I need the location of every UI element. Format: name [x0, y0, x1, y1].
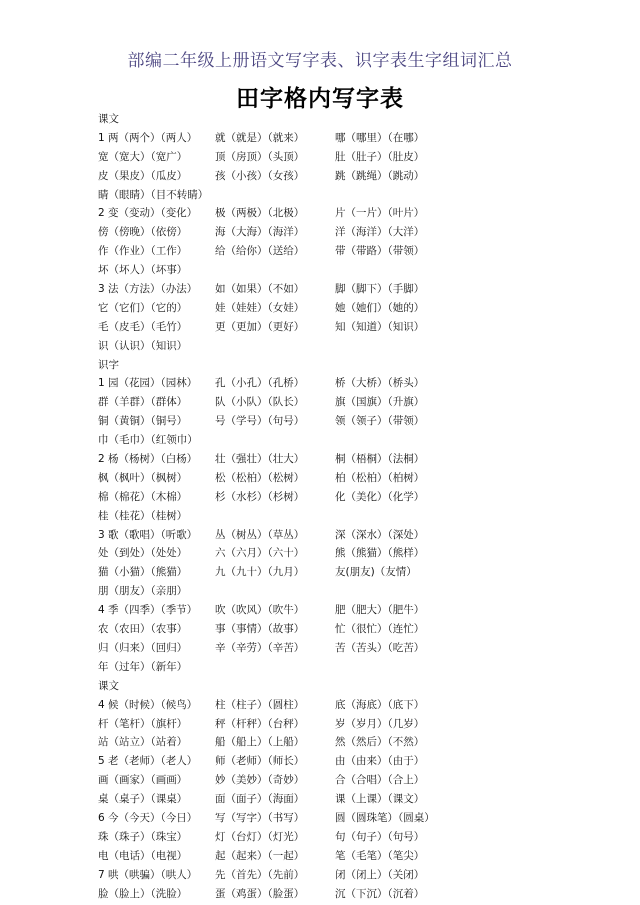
- word-entry: 傍（傍晚）（依傍）: [98, 226, 188, 239]
- word-row: [98, 223, 598, 242]
- word-row: [98, 809, 598, 828]
- word-row: [98, 337, 598, 356]
- word-entry: 脸（脸上）（洗脸）: [98, 887, 188, 900]
- word-row: [98, 167, 598, 186]
- word-entry: 桐（梧桐）（法桐）: [335, 453, 425, 466]
- word-entry: 3 歌（歌唱）（听歌）: [98, 528, 198, 541]
- word-entry: 领（领子）（带领）: [335, 415, 425, 428]
- word-entry: 棉（棉花）（木棉）: [98, 490, 188, 503]
- word-entry: 毛（皮毛）（毛竹）: [98, 320, 188, 333]
- word-row: [98, 696, 598, 715]
- word-entry: 归（归来）（回归）: [98, 641, 188, 654]
- word-row: [98, 431, 598, 450]
- word-entry: 柱（柱子）（圆柱）: [215, 698, 305, 711]
- word-entry: 师（老师）（师长）: [215, 755, 305, 768]
- word-entry: 圆（圆珠笔）（圆桌）: [335, 811, 435, 824]
- word-row: [98, 186, 598, 205]
- word-entry: 作（作业）（工作）: [98, 245, 188, 258]
- word-row: [98, 828, 598, 847]
- word-entry: 松（松柏）（松树）: [215, 471, 305, 484]
- word-entry: 1 园（花园）（园林）: [98, 377, 198, 390]
- word-row: [98, 752, 598, 771]
- word-row: [98, 601, 598, 620]
- word-row: [98, 563, 598, 582]
- word-row: [98, 658, 598, 677]
- word-row: [98, 129, 598, 148]
- word-entry: 课（上课）（课文）: [335, 793, 425, 806]
- word-entry: 面（面子）（海面）: [215, 793, 305, 806]
- word-entry: 5 老（老师）（老人）: [98, 755, 198, 768]
- word-entry: 号（学号）（句号）: [215, 415, 305, 428]
- word-row: [98, 620, 598, 639]
- word-entry: 桥（大桥）（桥头）: [335, 377, 425, 390]
- word-entry: 化（美化）（化学）: [335, 490, 425, 503]
- word-entry: 起（起来）（一起）: [215, 849, 305, 862]
- word-entry: 杉（水杉）（杉树）: [215, 490, 305, 503]
- word-entry: 六（六月）（六十）: [215, 547, 305, 560]
- word-entry: 4 季（四季）（季节）: [98, 604, 198, 617]
- word-entry: 底（海底）（底下）: [335, 698, 425, 711]
- word-row: [98, 526, 598, 545]
- word-entry: 事（事情）（故事）: [215, 623, 305, 636]
- word-entry: 旗（国旗）（升旗）: [335, 396, 425, 409]
- word-entry: 闭（闭上）（关闭）: [335, 868, 425, 881]
- word-row: [98, 318, 598, 337]
- word-entry: 群（羊群）（群体）: [98, 396, 188, 409]
- word-entry: 九（九十）（九月）: [215, 566, 305, 579]
- word-entry: 枫（枫叶）（枫树）: [98, 471, 188, 484]
- word-entry: 杆（笔杆）（旗杆）: [98, 717, 188, 730]
- word-entry: 孩（小孩）（女孩）: [215, 169, 305, 182]
- word-entry: 桌（桌子）（课桌）: [98, 793, 188, 806]
- word-row: [98, 374, 598, 393]
- word-row: [98, 639, 598, 658]
- word-row: [98, 280, 598, 299]
- word-row: [98, 488, 598, 507]
- word-entry: 孔（小孔）（孔桥）: [215, 377, 305, 390]
- word-entry: 写（写字）（书写）: [215, 811, 305, 824]
- word-entry: 海（大海）（海洋）: [215, 226, 305, 239]
- word-entry: 1 两（两个）（两人）: [98, 131, 198, 144]
- word-entry: 朋（朋友）（亲朋）: [98, 585, 188, 598]
- word-entry: 皮（果皮）（瓜皮）: [98, 169, 188, 182]
- word-row: [98, 847, 598, 866]
- word-entry: 壮（强壮）（壮大）: [215, 453, 305, 466]
- word-entry: 极（两极）（北极）: [215, 207, 305, 220]
- word-entry: 柏（松柏）（柏树）: [335, 471, 425, 484]
- word-entry: 脚（脚下）（手脚）: [335, 283, 425, 296]
- word-entry: 辛（辛劳）（辛苦）: [215, 641, 305, 654]
- word-entry: 娃（娃娃）（女娃）: [215, 301, 305, 314]
- word-entry: 画（画家）（画画）: [98, 774, 188, 787]
- word-row: [98, 582, 598, 601]
- word-entry: 农（农田）（农事）: [98, 623, 188, 636]
- word-entry: 沉（下沉）（沉着）: [335, 887, 425, 900]
- word-entry: 站（站立）（站着）: [98, 736, 188, 749]
- word-row: [98, 885, 598, 904]
- word-entry: 宽（宽大）（宽广）: [98, 150, 188, 163]
- section-heading: [98, 110, 598, 129]
- word-entry: 肥（肥大）（肥牛）: [335, 604, 425, 617]
- word-entry: 巾（毛巾）（红领巾）: [98, 434, 198, 447]
- word-row: [98, 261, 598, 280]
- word-row: [98, 771, 598, 790]
- word-entry: 珠（珠子）（珠宝）: [98, 830, 188, 843]
- word-entry: 带（带路）（带领）: [335, 245, 425, 258]
- word-entry: 顶（房顶）（头顶）: [215, 150, 305, 163]
- word-row: [98, 412, 598, 431]
- word-entry: 铜（黄铜）（铜号）: [98, 415, 188, 428]
- word-entry: 船（船上）（上船）: [215, 736, 305, 749]
- word-entry: 猫（小猫）（熊猫）: [98, 566, 188, 579]
- word-entry: 苦（苦头）（吃苦）: [335, 641, 425, 654]
- section-heading-label: 课文: [98, 679, 119, 692]
- word-entry: 她（她们）（她的）: [335, 301, 425, 314]
- word-entry: 蛋（鸡蛋）（脸蛋）: [215, 887, 305, 900]
- word-row: [98, 299, 598, 318]
- word-entry: 先（首先）（先前）: [215, 868, 305, 881]
- word-entry: 2 杨（杨树）（白杨）: [98, 453, 198, 466]
- word-entry: 知（知道）（知识）: [335, 320, 425, 333]
- word-row: [98, 790, 598, 809]
- word-row: [98, 204, 598, 223]
- word-entry: 桂（桂花）（桂树）: [98, 509, 188, 522]
- word-entry: 睛（眼睛）（目不转睛）: [98, 188, 209, 201]
- word-list: [98, 110, 598, 903]
- word-entry: 忙（很忙）（连忙）: [335, 623, 425, 636]
- word-entry: 年（过年）（新年）: [98, 660, 188, 673]
- word-row: [98, 866, 598, 885]
- document-top-title: 部编二年级上册语文写字表、识字表生字组词汇总: [127, 51, 513, 71]
- word-entry: 电（电话）（电视）: [98, 849, 188, 862]
- word-entry: 友(朋友)（友情）: [335, 566, 417, 579]
- word-entry: 就（就是）（就来）: [215, 131, 305, 144]
- word-entry: 深（深水）（深处）: [335, 528, 425, 541]
- word-entry: 更（更加）（更好）: [215, 320, 305, 333]
- word-entry: 丛（树丛）（草丛）: [215, 528, 305, 541]
- word-entry: 吹（吹风）（吹牛）: [215, 604, 305, 617]
- section-heading-label: 课文: [98, 113, 119, 125]
- word-entry: 6 今（今天）（今日）: [98, 811, 198, 824]
- word-entry: 如（如果）（不如）: [215, 283, 305, 296]
- word-entry: 妙（美妙）（奇妙）: [215, 774, 305, 787]
- word-entry: 2 变（变动）（变化）: [98, 207, 198, 220]
- word-entry: 片（一片）（叶片）: [335, 207, 425, 220]
- word-entry: 3 法（方法）（办法）: [98, 283, 198, 296]
- word-entry: 由（由来）（由于）: [335, 755, 425, 768]
- word-entry: 洋（海洋）（大洋）: [335, 226, 425, 239]
- section-heading: [98, 677, 598, 696]
- word-entry: 然（然后）（不然）: [335, 736, 425, 749]
- word-entry: 哪（哪里）（在哪）: [335, 131, 425, 144]
- word-entry: 4 候（时候）（候鸟）: [98, 698, 198, 711]
- word-entry: 给（给你）（送给）: [215, 245, 305, 258]
- word-entry: 7 哄（哄骗）（哄人）: [98, 868, 198, 881]
- word-entry: 熊（熊猫）（熊样）: [335, 547, 425, 560]
- word-row: [98, 733, 598, 752]
- word-row: [98, 507, 598, 526]
- word-row: [98, 715, 598, 734]
- word-entry: 笔（毛笔）（笔尖）: [335, 849, 425, 862]
- section-heading: [98, 356, 598, 375]
- word-entry: 它（它们）（它的）: [98, 301, 188, 314]
- word-row: [98, 393, 598, 412]
- word-row: [98, 469, 598, 488]
- word-row: [98, 544, 598, 563]
- word-entry: 灯（台灯）（灯光）: [215, 830, 305, 843]
- word-entry: 跳（跳绳）（跳动）: [335, 169, 425, 182]
- word-entry: 合（合唱）（合上）: [335, 774, 425, 787]
- word-entry: 句（句子）（句号）: [335, 830, 425, 843]
- word-entry: 肚（肚子）（肚皮）: [335, 150, 425, 163]
- word-row: [98, 242, 598, 261]
- section-heading-label: 识字: [98, 358, 119, 371]
- word-entry: 岁（岁月）（几岁）: [335, 717, 425, 730]
- word-entry: 识（认识）（知识）: [98, 339, 188, 352]
- word-row: [98, 450, 598, 469]
- document-main-title: 田字格内写字表: [236, 86, 404, 112]
- word-entry: 秤（杆秤）（台秤）: [215, 717, 305, 730]
- word-entry: 坏（坏人）（坏事）: [98, 264, 188, 277]
- word-row: [98, 148, 598, 167]
- word-entry: 处（到处）（处处）: [98, 547, 188, 560]
- word-entry: 队（小队）（队长）: [215, 396, 305, 409]
